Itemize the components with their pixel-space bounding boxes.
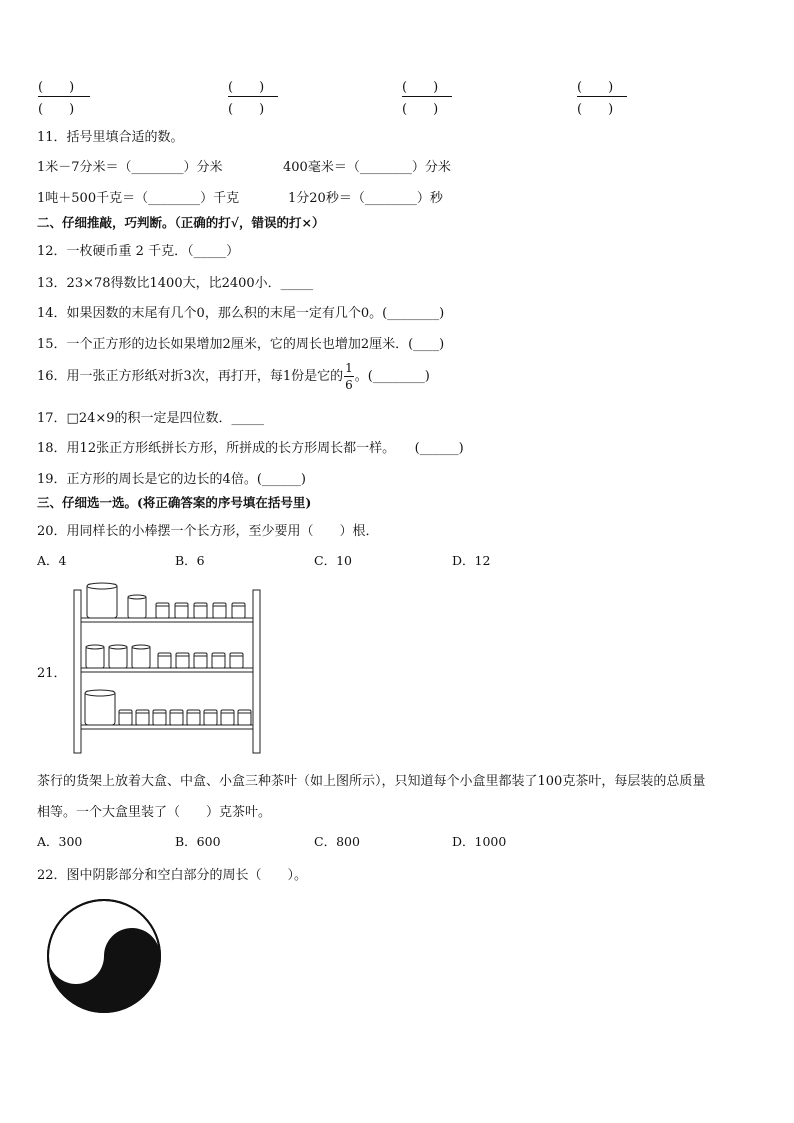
q16-denominator: 6 [345,378,353,392]
section-2-heading: 二、仔细推敲，巧判断。（正确的打√，错误的打×） [37,215,325,230]
q11-row1-right: 400毫米＝（________）分米 [283,160,451,175]
fraction-3-denominator: ( ) [402,102,439,117]
q16 [37,360,430,393]
fraction-4-bar [577,96,627,97]
q16-text-before: 16．用一张正方形纸对折3次，再打开，每1份是它的 [37,369,344,384]
yin-yang-figure [44,896,164,1016]
q21-option-c: C．800 [314,834,360,849]
fraction-1-denominator: ( ) [38,102,75,117]
fraction-1-numerator: ( ) [38,80,75,95]
q21-option-a: A．300 [37,834,83,849]
fraction-4-numerator: ( ) [577,80,614,95]
q21-text-line2: 相等。一个大盒里装了（ ）克茶叶。 [37,805,272,820]
fraction-1-bar [38,96,90,97]
q11-row2-left: 1吨＋500千克＝（________）千克 [37,191,240,206]
q14: 14．如果因数的末尾有几个0，那么积的末尾一定有几个0。(________) [37,306,445,321]
q20-option-d: D．12 [452,553,491,568]
q16-numerator: 1 [345,361,353,375]
q21-option-b: B．600 [175,834,221,849]
fraction-2-denominator: ( ) [228,102,265,117]
q21-option-d: D．1000 [452,834,507,849]
fraction-2-bar [228,96,278,97]
q17: 17．□24×9的积一定是四位数．_____ [37,411,265,426]
q11-row1-left: 1米－7分米＝（________）分米 [37,160,223,175]
q16-fraction [344,360,354,393]
q15: 15．一个正方形的边长如果增加2厘米，它的周长也增加2厘米．(____) [37,337,445,352]
q19: 19．正方形的周长是它的边长的4倍。(______) [37,472,306,487]
fraction-4-denominator: ( ) [577,102,614,117]
section-3-heading: 三、仔细选一选。(将正确答案的序号填在括号里) [37,495,312,510]
q21-text-line1: 茶行的货架上放着大盒、中盒、小盒三种茶叶（如上图所示），只知道每个小盒里都装了100克茶叶，每层装的总质量 [37,774,706,789]
q22-stem: 22．图中阴影部分和空白部分的周长（ ）。 [37,868,308,883]
q20-option-c: C．10 [314,553,352,568]
q21-number: 21． [37,666,67,681]
q20-option-a: A．4 [37,553,67,568]
fraction-3-numerator: ( ) [402,80,439,95]
fraction-2-numerator: ( ) [228,80,265,95]
q11-title: 11．括号里填合适的数。 [37,130,184,145]
q12: 12．一枚硬币重 2 千克．（_____） [37,244,240,259]
q20-option-b: B．6 [175,553,205,568]
tea-shelf-figure [70,578,270,756]
q20-stem: 20．用同样长的小棒摆一个长方形，至少要用（ ）根． [37,524,379,539]
q18: 18．用12张正方形纸拼长方形，所拼成的长方形周长都一样。 (______) [37,441,464,456]
q13: 13．23×78得数比1400大，比2400小．_____ [37,276,314,291]
q16-text-after: 。(________) [354,369,430,384]
fraction-3-bar [402,96,452,97]
q11-row2-right: 1分20秒＝（________）秒 [288,191,443,206]
